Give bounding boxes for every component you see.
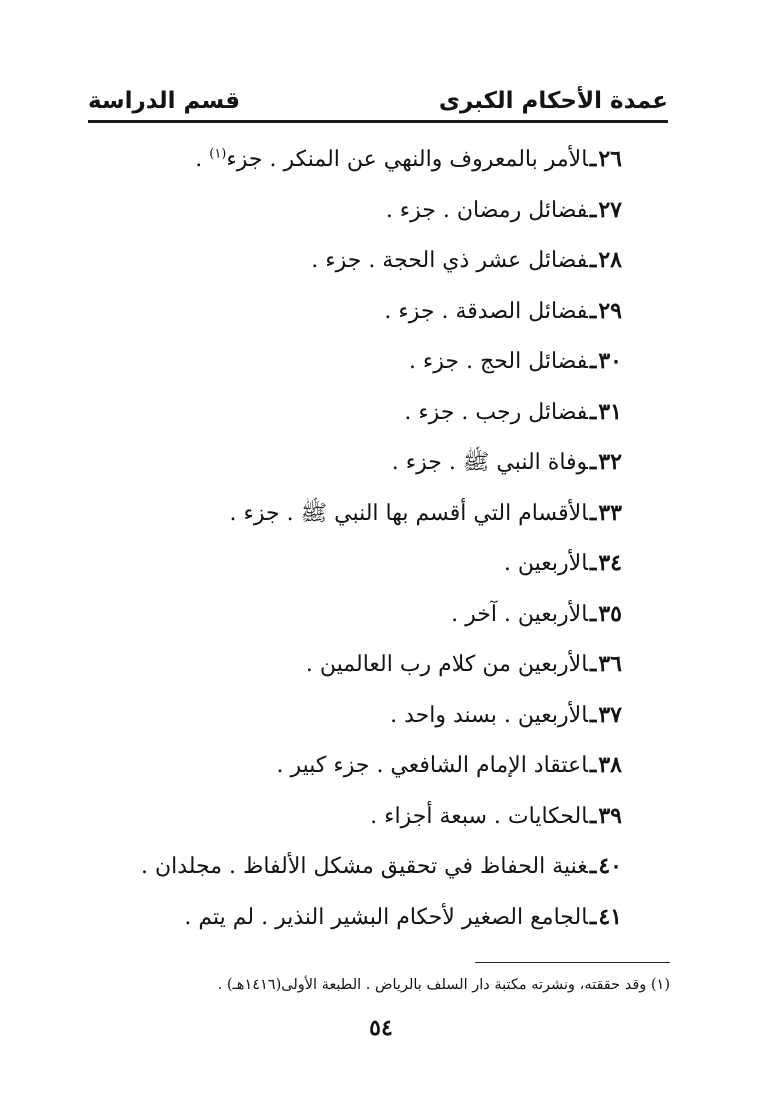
list-item: ٣٨ـاعتقاد الإمام الشافعي . جزء كبير . [276, 752, 622, 778]
list-item: ٣٢ـوفاة النبي ﷺ . جزء . [391, 449, 622, 475]
section-title: قسم الدراسة [88, 88, 241, 114]
list-item: ٤١ـالجامع الصغير لأحكام البشير النذير . لم يتم . [184, 903, 622, 930]
footnote-marker: (١) [209, 146, 227, 162]
list-item: ٣٩ـالحكايات . سبعة أجزاء . [370, 802, 622, 829]
list-item: ٢٩ـفضائل الصدقة . جزء . [384, 297, 622, 324]
list-item: ٣٣ـالأقسام التي أقسم بها النبي ﷺ . جزء . [229, 499, 622, 526]
footnote: (١) وقد حققته، ونشرته مكتبة دار السلف بالرياض . الطبعة الأولى(١٤١٦هـ) . [217, 977, 670, 993]
list-item: ٢٦ـالأمر بالمعروف والنهي عن المنكر . جزء$^{(١)}$ . [195, 146, 622, 172]
list-item: ٣٤ـالأربعين . [503, 550, 622, 576]
list-item: ٤٠ـغنية الحفاظ في تحقيق مشكل الألفاظ . مجلدان . [140, 853, 622, 879]
works-list [122, 134, 622, 942]
list-item: ٣٧ـالأربعين . بسند واحد . [390, 701, 622, 728]
list-item: ٣٥ـالأربعين . آخر . [451, 600, 622, 627]
list-item: ٣١ـفضائل رجب . جزء . [404, 398, 622, 425]
list-item: ٣٦ـالأربعين من كلام رب العالمين . [305, 651, 622, 677]
list-item: ٣٠ـفضائل الحج . جزء . [408, 348, 622, 374]
running-header [88, 78, 668, 123]
book-title: عمدة الأحكام الكبرى [438, 88, 668, 114]
list-item: ٢٧ـفضائل رمضان . جزء . [385, 196, 622, 223]
footnote-divider [475, 962, 670, 963]
page-number: ٥٤ [369, 1015, 393, 1041]
list-item: ٢٨ـفضائل عشر ذي الحجة . جزء . [311, 247, 622, 273]
